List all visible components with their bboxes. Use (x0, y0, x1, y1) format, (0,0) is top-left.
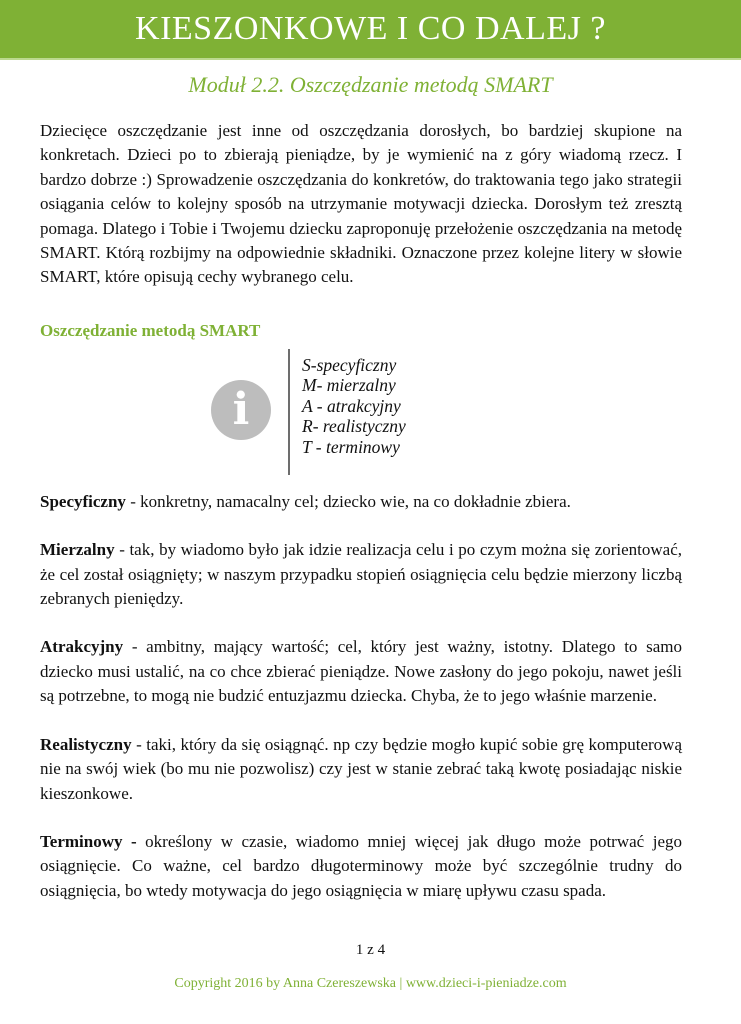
definition-text: będzie mierzony liczbą zebranych pieniędzy. (40, 564, 683, 609)
intro-line: Dziecięce oszczędzanie jest inne od oszczędzania dorosłych, bo bardziej skupione (40, 121, 656, 140)
page-number: 1 z 4 (355, 942, 386, 958)
definition-text: zorientować, że cel został osiągnięty; w naszym przypadku stopień osiągnięcia celu (40, 540, 683, 584)
definition-text: - ambitny, mający wartość; cel, który jest ważny, istotny. Dlatego to (131, 637, 638, 657)
intro-line: odpowiednie składniki. Oznaczone przez kolejne litery w słowie SMART, które (40, 243, 682, 287)
definition-terminowy (40, 830, 682, 903)
definition-term: Mierzalny (40, 540, 115, 560)
definition-text: jego osiągnięcie. Co ważne, cel bardzo długoterminowy może być szczególnie (40, 831, 683, 876)
definition-atrakcyjny (40, 635, 682, 708)
definition-text: samo dziecko musi ustalić, na co chce zbierać pieniądze. Nowe zasłony do jego (40, 637, 683, 681)
definition-term: Atrakcyjny (40, 637, 124, 657)
intro-paragraph (40, 119, 682, 290)
info-divider (288, 349, 290, 475)
definition-realistyczny (40, 733, 682, 806)
smart-item: R- realistyczny (302, 416, 406, 437)
definition-text: kwotę posiadając niskie kieszonkowe. (40, 759, 682, 803)
document-title: KIESZONKOWE I CO DALEJ ? (135, 10, 606, 47)
smart-info-box (40, 349, 682, 477)
definition-term: Terminowy - (40, 831, 137, 851)
definition-mierzalny (40, 538, 682, 611)
definition-term: Realistyczny (40, 734, 132, 754)
section-heading: Oszczędzanie metodą SMART (40, 320, 261, 340)
smart-item: T - terminowy (302, 436, 400, 457)
document-body (40, 119, 682, 927)
smart-item: M- mierzalny (302, 375, 396, 396)
definition-text: określony w czasie, wiadomo mniej więcej jak długo może potrwać (145, 831, 645, 851)
definition-text: - tak, by wiadomo było jak idzie realizacja celu i po czym można się (119, 540, 591, 560)
definition-text: - konkretny, namacalny cel; dziecko wie, na co dokładnie zbiera. (130, 491, 571, 511)
definition-text: to jego właśnie marzenie. (483, 686, 657, 706)
intro-line: tego jako strategii osiągania celów to kolejny sposób na utrzymanie motywacji (40, 169, 682, 214)
copyright-footer: Copyright 2016 by Anna Czereszewska | www.dzieci-i-pieniadze.com (174, 976, 567, 991)
definition-term: Specyficzny (40, 491, 126, 511)
definition-text: - taki, który da się osiągnąć. np czy będzie mogło kupić sobie grę (136, 734, 584, 754)
smart-item: A - atrakcyjny (302, 395, 401, 416)
smart-item: S-specyficzny (302, 354, 397, 375)
intro-line: na konkretach. Dzieci po to zbierają pieniądze, by je wymienić na z góry wiadomą (40, 121, 683, 165)
intro-line: opisują cechy wybranego celu. (143, 267, 354, 287)
header-divider (0, 58, 741, 60)
definition-specyficzny (40, 490, 682, 514)
smart-list (302, 355, 406, 458)
definition-text: czasu spada. (521, 880, 607, 900)
definition-text: trudny do osiągnięcia, bo wtedy motywacja do jego osiągnięcia w miarę upływu (40, 856, 683, 900)
document-header (0, 0, 741, 58)
intro-line: dziecka. Dorosłym też zresztą pomaga. Dlatego i Tobie i Twojemu dziecku (40, 194, 683, 238)
intro-line: zaproponuję przełożenie oszczędzania na metodę SMART. Którą rozbijmy na (40, 218, 682, 263)
definition-text: pokoju, nawet jeśli są potrzebne, to mogą nie budzić entuzjazmu dziecka. Chyba, że (40, 661, 682, 706)
intro-line: rzecz. I bardzo dobrze :) Sprowadzenie oszczędzania do konkretów, do traktowania (40, 145, 682, 189)
module-subtitle: Moduł 2.2. Oszczędzanie metodą SMART (188, 72, 553, 97)
info-icon: i (211, 380, 271, 440)
definition-text: komputerową nie na swój wiek (bo mu nie pozwolisz) czy jest w stanie zebrać taką (40, 734, 682, 779)
